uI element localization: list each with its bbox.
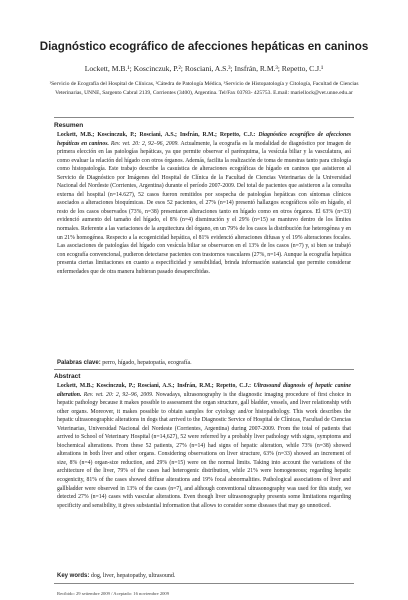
received-accepted-dates: Recibido: 29 setiembre 2009 / Aceptado: 16 noviembre 2009 — [57, 591, 170, 596]
abstract-top-rule — [54, 369, 354, 370]
abstract-heading: Abstract — [54, 373, 81, 380]
resumen-body — [57, 131, 351, 276]
palabras-clave-value: perro, hígado, hepatopatía, ecografía. — [102, 360, 192, 366]
abstract-body — [57, 382, 351, 510]
affiliation: ¹Servicio de Ecografía del Hospital de Clínicas, ²Cátedra de Patología Médica, ³Servicio de Histopatología y Citología, Facultad de Ciencias Veterinarias, UNNE, Sargento Cabral 2139, Corrientes (3400), Argentina. Tel/Fax 03783- 425753. E.mail: mariellock@vet.unne.edu.ar — [49, 81, 359, 96]
author-list: Lockett, M.B.¹; Koscinczuk, P.²; Rosciani, A.S.³; Insfrán, R.M.³; Repetto, C.J.¹ — [84, 64, 324, 73]
abstract-text: Nowadays, ultrasonography is the diagnostic imaging procedure of first choice in hepatic pathology because it makes possible to assessment the organ structure, gall bladder, vessels, and liver relationship with other organs. Moreover, it makes possible to obtain samples for cytology and/or histopathology. This work describes the hepatic ultrasonographic alterations in dogs that arrived to the Diagnostic Service of Hospital de Clínicas, Facultad de Ciencias Veterinarias, Universidad Nacional del Nordeste (Corrientes, Argentina) during 2007-2009. From the total of patients that arrived to School of Veterinary Hospital (n=14,627), 52 were referred by a probably liver pathology with signs, symptoms and biochemical alterations. From these 52 patients, 27% (n=14) had signs of hepatic alteration, while 73% (n=38) showed alterations in both liver and other organs. Considering observations on liver structure, 63% (n=33) showed an increment of size, 8% (n=4) organ-size reduction, and 29% (n=15) were on the normal limits. Taking into account the variations of the architecture of the liver, 79% of the cases had heterogenic distribution, while 21% were homogeneous; regarding hepatic ecogenicity, 81% of the cases showed diffuse alterations and 19% focal abnormalities. Pathological associations of liver and gallbladder were observed in 13% of the cases (n=7), and although conventional ultrasonography was used for this study, we detected 27% (n=14) cases with vascular alterations. Even though liver ultrasonography presents some limitations regarding specificity and sensibility, it gives substantial information that allows to consider some diseases that may go unnoticed. — [57, 391, 352, 509]
resumen-citation-authors: Lockett, M.B.; Koscinczuk, P.; Rosciani, A.S.; Insfrán, R.M.; Repetto, C.J.: — [57, 132, 256, 138]
palabras-clave-label: Palabras clave: — [57, 360, 101, 366]
resumen-citation-title: Diagnóstico ecográfico de afecciones hepáticas en caninos. — [57, 132, 351, 147]
resumen-top-rule — [54, 117, 354, 118]
key-words — [57, 572, 351, 580]
resumen-citation-ref: Rev. vet. 20: 2, 92–96, 2009. — [110, 140, 179, 147]
key-words-label: Key words: — [57, 573, 90, 579]
abstract-citation-ref: Rev. vet. 20: 2, 92–96, 2009. — [83, 391, 154, 398]
paper-title: Diagnóstico ecográfico de afecciones hepáticas en caninos — [39, 40, 369, 53]
resumen-heading: Resumen — [54, 122, 84, 129]
footer-rule — [54, 583, 354, 584]
abstract-citation-authors: Lockett, M.B.; Koscinczuk, P.; Rosciani, A.S.; Insfrán, R.M.; Repetto, C.J.: — [57, 383, 252, 389]
abstract-citation-title: Ultrasound diagnosis of hepatic canine alteration. — [57, 383, 351, 398]
key-words-value: dog, liver, hepatopathy, ultrasound. — [90, 573, 176, 579]
resumen-text: Actualmente, la ecografía es la modalidad de diagnóstico por imagen de primera elección en las patologías hepáticas, ya que permite observar el parénquima, la vesícula biliar y la vasculatura, así como evaluar la relación del hígado con otros órganos. Además, facilita la realización de toma de muestras tanto para citología como histopatología. Este trabajo describe la casuística de alteraciones ecográficas de hígado en caninos que asistieron al Servicio de Diagnóstico por Imágenes del Hospital de Clínica de la Facultad de Ciencias Veterinarias de la Universidad Nacional del Nordeste (Corrientes, Argentina) durante el período 2007-2009. Del total de pacientes que asistieron a la consulta externa del hospital (n=14.627), 52 casos fueron remitidos por sospecha de patologías hepáticas con síntomas clínicos asociados a alteraciones bioquímicas. De esos 52 pacientes, el 27% (n=14) presentó hallazgos ecográficos sólo en hígado, el resto de los casos observados (73%, n=38) presentaron alteraciones tanto en hígado como en otros órganos. El 63% (n=33) evidenció aumento del tamaño del hígado, el 8% (n=4) disminución y el 29% (n=15) se mantuvo dentro de los límites normales. Referente a las variaciones de la arquitectura del órgano, en un 79% de los casos la distribución fue heterogénea y en un 21% homogénea. Respecto a la ecogenicidad hepática, el 81% evidenció alteraciones difusas y el 19% alteraciones focales. Las asociaciones de patologías del hígado con vesícula biliar se observaron en el 13% de los casos (n=7) y, si bien se trabajó con ecografía convencional, pudieron detectarse pacientes con trastornos vasculares (27%, n=14). Aunque la ecografía hepática presenta ciertas limitaciones en cuanto a especificidad y sensibilidad, brinda información sustancial que permite considerar enfermedades que de otra manera hubieran pasado desapercibidas. — [57, 140, 352, 275]
palabras-clave — [57, 359, 351, 367]
